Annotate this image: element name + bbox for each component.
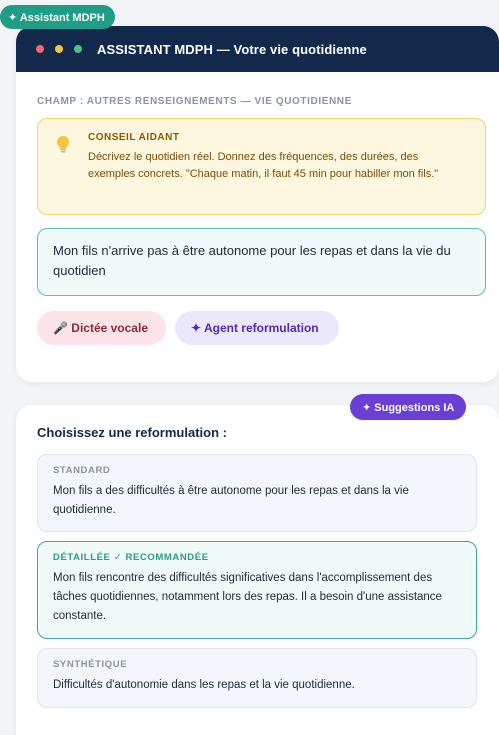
daily-life-textarea[interactable]: Mon fils n'arrive pas à être autonome pour les repas et dans la vie du quotidien bbox=[37, 228, 486, 296]
assistant-window bbox=[16, 26, 499, 382]
option-detailed-recommended[interactable] bbox=[37, 541, 477, 639]
maximize-window-dot[interactable] bbox=[74, 45, 82, 53]
caregiver-tip bbox=[37, 118, 486, 215]
option-text: Mon fils a des difficultés à être autonome pour les repas et dans la vie quotidienne. bbox=[53, 485, 409, 516]
close-window-dot[interactable] bbox=[36, 45, 44, 53]
option-synthetic[interactable] bbox=[37, 648, 477, 708]
minimize-window-dot[interactable] bbox=[55, 45, 63, 53]
window-title-bar bbox=[16, 26, 499, 72]
voice-dictation-button[interactable]: 🎤 Dictée vocale bbox=[37, 311, 166, 345]
ai-suggestions-badge: ✦ Suggestions IA bbox=[350, 394, 466, 420]
lightbulb-icon bbox=[56, 135, 70, 155]
suggestions-panel bbox=[16, 405, 499, 735]
option-tag: STANDARD bbox=[53, 465, 111, 476]
option-tag: DÉTAILLÉE ✓ RECOMMANDÉE bbox=[53, 552, 209, 563]
option-standard[interactable] bbox=[37, 454, 477, 532]
assistant-mdph-tag: ✦ Assistant MDPH bbox=[0, 5, 115, 29]
field-label: CHAMP : AUTRES RENSEIGNEMENTS — VIE QUOTIDIENNE bbox=[37, 96, 352, 107]
option-text: Mon fils rencontre des difficultés significatives dans l'accomplissement des tâches quotidiennes, notamment lors des repas. Il a besoin d'une assistance constante. bbox=[53, 572, 442, 622]
tip-title: CONSEIL AIDANT bbox=[88, 132, 180, 143]
window-title: ASSISTANT MDPH — Votre vie quotidienne bbox=[97, 41, 367, 57]
option-text: Difficultés d'autonomie dans les repas et la vie quotidienne. bbox=[53, 679, 355, 691]
tip-body: Décrivez le quotidien réel. Donnez des fréquences, des durées, des exemples concrets. "Chaque matin, il faut 45 min pour habiller mon fils." bbox=[88, 151, 439, 180]
suggestions-heading: Choisissez une reformulation : bbox=[37, 425, 227, 440]
option-tag: SYNTHÉTIQUE bbox=[53, 659, 128, 670]
reformulation-agent-button[interactable]: ✦ Agent reformulation bbox=[175, 311, 339, 345]
